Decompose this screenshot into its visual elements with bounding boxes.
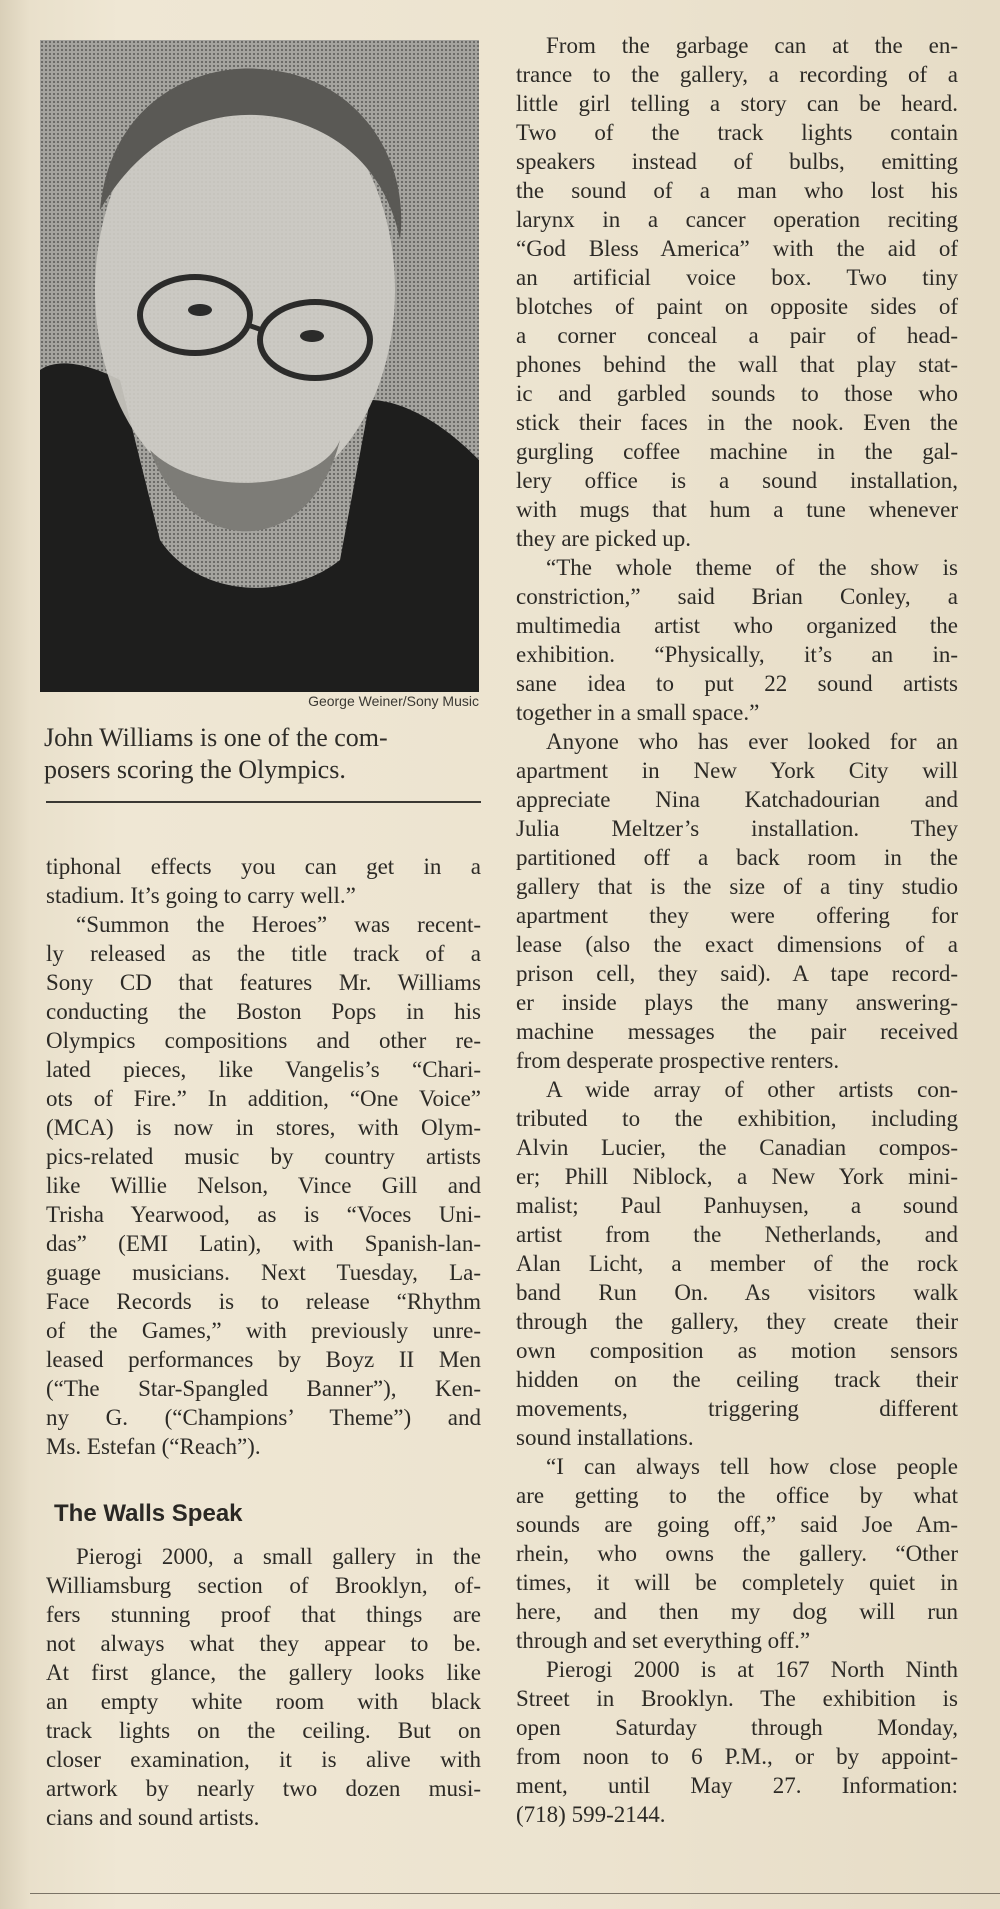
- text-line: through the gallery, they create their: [516, 1309, 958, 1334]
- text-line: guage musicians. Next Tuesday, La-: [46, 1260, 481, 1285]
- text-line: not always what they appear to be.: [46, 1631, 481, 1656]
- text-line: ment, until May 27. Information:: [516, 1773, 958, 1798]
- text-line: pics-related music by country artists: [46, 1144, 481, 1169]
- text-line: phones behind the wall that play stat-: [516, 352, 958, 377]
- right-column-text: [516, 31, 958, 1829]
- text-line: Pierogi 2000 is at 167 North Ninth: [546, 1657, 958, 1682]
- text-line: blotches of paint on opposite sides of: [516, 294, 958, 319]
- text-line: tiphonal effects you can get in a: [46, 854, 481, 879]
- portrait-photo: [40, 40, 479, 692]
- paragraph: [46, 852, 481, 910]
- text-line: ic and garbled sounds to those who: [516, 381, 958, 406]
- bottom-rule: [30, 1893, 1000, 1894]
- text-line: malist; Paul Panhuysen, a sound: [516, 1193, 958, 1218]
- text-line: machine messages the pair received: [516, 1019, 958, 1044]
- text-line: multimedia artist who organized the: [516, 613, 958, 638]
- text-line: Sony CD that features Mr. Williams: [46, 970, 481, 995]
- text-line: (718) 599-2144.: [516, 1802, 666, 1827]
- text-line: (“The Star-Spangled Banner”), Ken-: [46, 1376, 481, 1401]
- text-line: cians and sound artists.: [46, 1805, 260, 1830]
- text-line: hidden on the ceiling track their: [516, 1367, 958, 1392]
- caption-line: John Williams is one of the com-: [44, 723, 388, 752]
- paragraph: [516, 1075, 958, 1452]
- text-line: ny G. (“Champions’ Theme”) and: [46, 1405, 481, 1430]
- text-line: together in a small space.”: [516, 700, 760, 725]
- paragraph: [46, 910, 481, 1461]
- text-line: artwork by nearly two dozen musi-: [46, 1776, 481, 1801]
- text-line: are getting to the office by what: [516, 1483, 958, 1508]
- text-line: an empty white room with black: [46, 1689, 481, 1714]
- text-line: little girl telling a story can be heard.: [516, 91, 958, 116]
- text-line: er; Phill Niblock, a New York mini-: [516, 1164, 958, 1189]
- text-line: lease (also the exact dimensions of a: [516, 932, 958, 957]
- text-line: gurgling coffee machine in the gal-: [516, 439, 958, 464]
- text-line: Julia Meltzer’s installation. They: [516, 816, 958, 841]
- text-line: Alan Licht, a member of the rock: [516, 1251, 958, 1276]
- caption-line: posers scoring the Olympics.: [44, 755, 346, 784]
- text-line: Pierogi 2000, a small gallery in the: [76, 1544, 481, 1569]
- text-line: rhein, who owns the gallery. “Other: [516, 1541, 958, 1566]
- text-line: movements, triggering different: [516, 1396, 958, 1421]
- portrait-illustration: [40, 40, 479, 692]
- text-line: lery office is a sound installation,: [516, 468, 958, 493]
- text-line: ly released as the title track of a: [46, 941, 481, 966]
- text-line: At first glance, the gallery looks like: [46, 1660, 481, 1685]
- text-line: “Summon the Heroes” was recent-: [76, 912, 481, 937]
- text-line: from desperate prospective renters.: [516, 1048, 840, 1073]
- paragraph: [516, 727, 958, 1075]
- text-line: sounds are going off,” said Joe Am-: [516, 1512, 958, 1537]
- text-line: the sound of a man who lost his: [516, 178, 958, 203]
- text-line: speakers instead of bulbs, emitting: [516, 149, 958, 174]
- text-line: “I can always tell how close people: [546, 1454, 958, 1479]
- text-line: apartment they were offering for: [516, 903, 958, 928]
- text-line: apartment in New York City will: [516, 758, 958, 783]
- text-line: Street in Brooklyn. The exhibition is: [516, 1686, 958, 1711]
- paragraph: [516, 31, 958, 553]
- text-line: A wide array of other artists con-: [546, 1077, 958, 1102]
- caption-divider: [46, 801, 481, 803]
- text-line: like Willie Nelson, Vince Gill and: [46, 1173, 481, 1198]
- left-column-text-top: [46, 852, 481, 1461]
- text-line: gallery that is the size of a tiny studio: [516, 874, 958, 899]
- photo-caption: [44, 722, 481, 786]
- text-line: partitioned off a back room in the: [516, 845, 958, 870]
- text-line: tributed to the exhibition, including: [516, 1106, 958, 1131]
- text-line: “The whole theme of the show is: [546, 555, 958, 580]
- text-line: lated pieces, like Vangelis’s “Chari-: [46, 1057, 481, 1082]
- text-line: artist from the Netherlands, and: [516, 1222, 958, 1247]
- text-line: Olympics compositions and other re-: [46, 1028, 481, 1053]
- text-line: Two of the track lights contain: [516, 120, 958, 145]
- text-line: stick their faces in the nook. Even the: [516, 410, 958, 435]
- text-line: From the garbage can at the en-: [546, 33, 958, 58]
- text-line: sane idea to put 22 sound artists: [516, 671, 958, 696]
- text-line: Williamsburg section of Brooklyn, of-: [46, 1573, 481, 1598]
- text-line: a corner conceal a pair of head-: [516, 323, 958, 348]
- paragraph: [516, 1452, 958, 1655]
- text-line: das” (EMI Latin), with Spanish-lan-: [46, 1231, 481, 1256]
- text-line: closer examination, it is alive with: [46, 1747, 481, 1772]
- text-line: appreciate Nina Katchadourian and: [516, 787, 958, 812]
- text-line: through and set everything off.”: [516, 1628, 811, 1653]
- text-line: constriction,” said Brian Conley, a: [516, 584, 958, 609]
- paragraph: [46, 1542, 481, 1832]
- text-line: track lights on the ceiling. But on: [46, 1718, 481, 1743]
- text-line: trance to the gallery, a recording of a: [516, 62, 958, 87]
- text-line: times, it will be completely quiet in: [516, 1570, 958, 1595]
- text-line: larynx in a cancer operation reciting: [516, 207, 958, 232]
- section-heading: The Walls Speak: [54, 1500, 243, 1527]
- text-line: stadium. It’s going to carry well.”: [46, 883, 356, 908]
- text-line: an artificial voice box. Two tiny: [516, 265, 958, 290]
- text-line: they are picked up.: [516, 526, 691, 551]
- text-line: fers stunning proof that things are: [46, 1602, 481, 1627]
- text-line: leased performances by Boyz II Men: [46, 1347, 481, 1372]
- left-column-text-bottom: [46, 1542, 481, 1832]
- text-line: Ms. Estefan (“Reach”).: [46, 1434, 261, 1459]
- text-line: er inside plays the many answering-: [516, 990, 958, 1015]
- text-line: with mugs that hum a tune whenever: [516, 497, 958, 522]
- text-line: Trisha Yearwood, as is “Voces Uni-: [46, 1202, 481, 1227]
- text-line: from noon to 6 P.M., or by appoint-: [516, 1744, 958, 1769]
- text-line: of the Games,” with previously unre-: [46, 1318, 481, 1343]
- paragraph: [516, 553, 958, 727]
- text-line: Alvin Lucier, the Canadian compos-: [516, 1135, 958, 1160]
- photo-credit: George Weiner/Sony Music: [308, 693, 479, 709]
- text-line: Face Records is to release “Rhythm: [46, 1289, 481, 1314]
- text-line: sound installations.: [516, 1425, 694, 1450]
- text-line: exhibition. “Physically, it’s an in-: [516, 642, 958, 667]
- text-line: prison cell, they said). A tape record-: [516, 961, 958, 986]
- text-line: conducting the Boston Pops in his: [46, 999, 481, 1024]
- text-line: band Run On. As visitors walk: [516, 1280, 958, 1305]
- paragraph: [516, 1655, 958, 1829]
- text-line: ots of Fire.” In addition, “One Voice”: [46, 1086, 481, 1111]
- text-line: Anyone who has ever looked for an: [546, 729, 958, 754]
- text-line: own composition as motion sensors: [516, 1338, 958, 1363]
- text-line: here, and then my dog will run: [516, 1599, 958, 1624]
- text-line: (MCA) is now in stores, with Olym-: [46, 1115, 481, 1140]
- text-line: open Saturday through Monday,: [516, 1715, 958, 1740]
- text-line: “God Bless America” with the aid of: [516, 236, 958, 261]
